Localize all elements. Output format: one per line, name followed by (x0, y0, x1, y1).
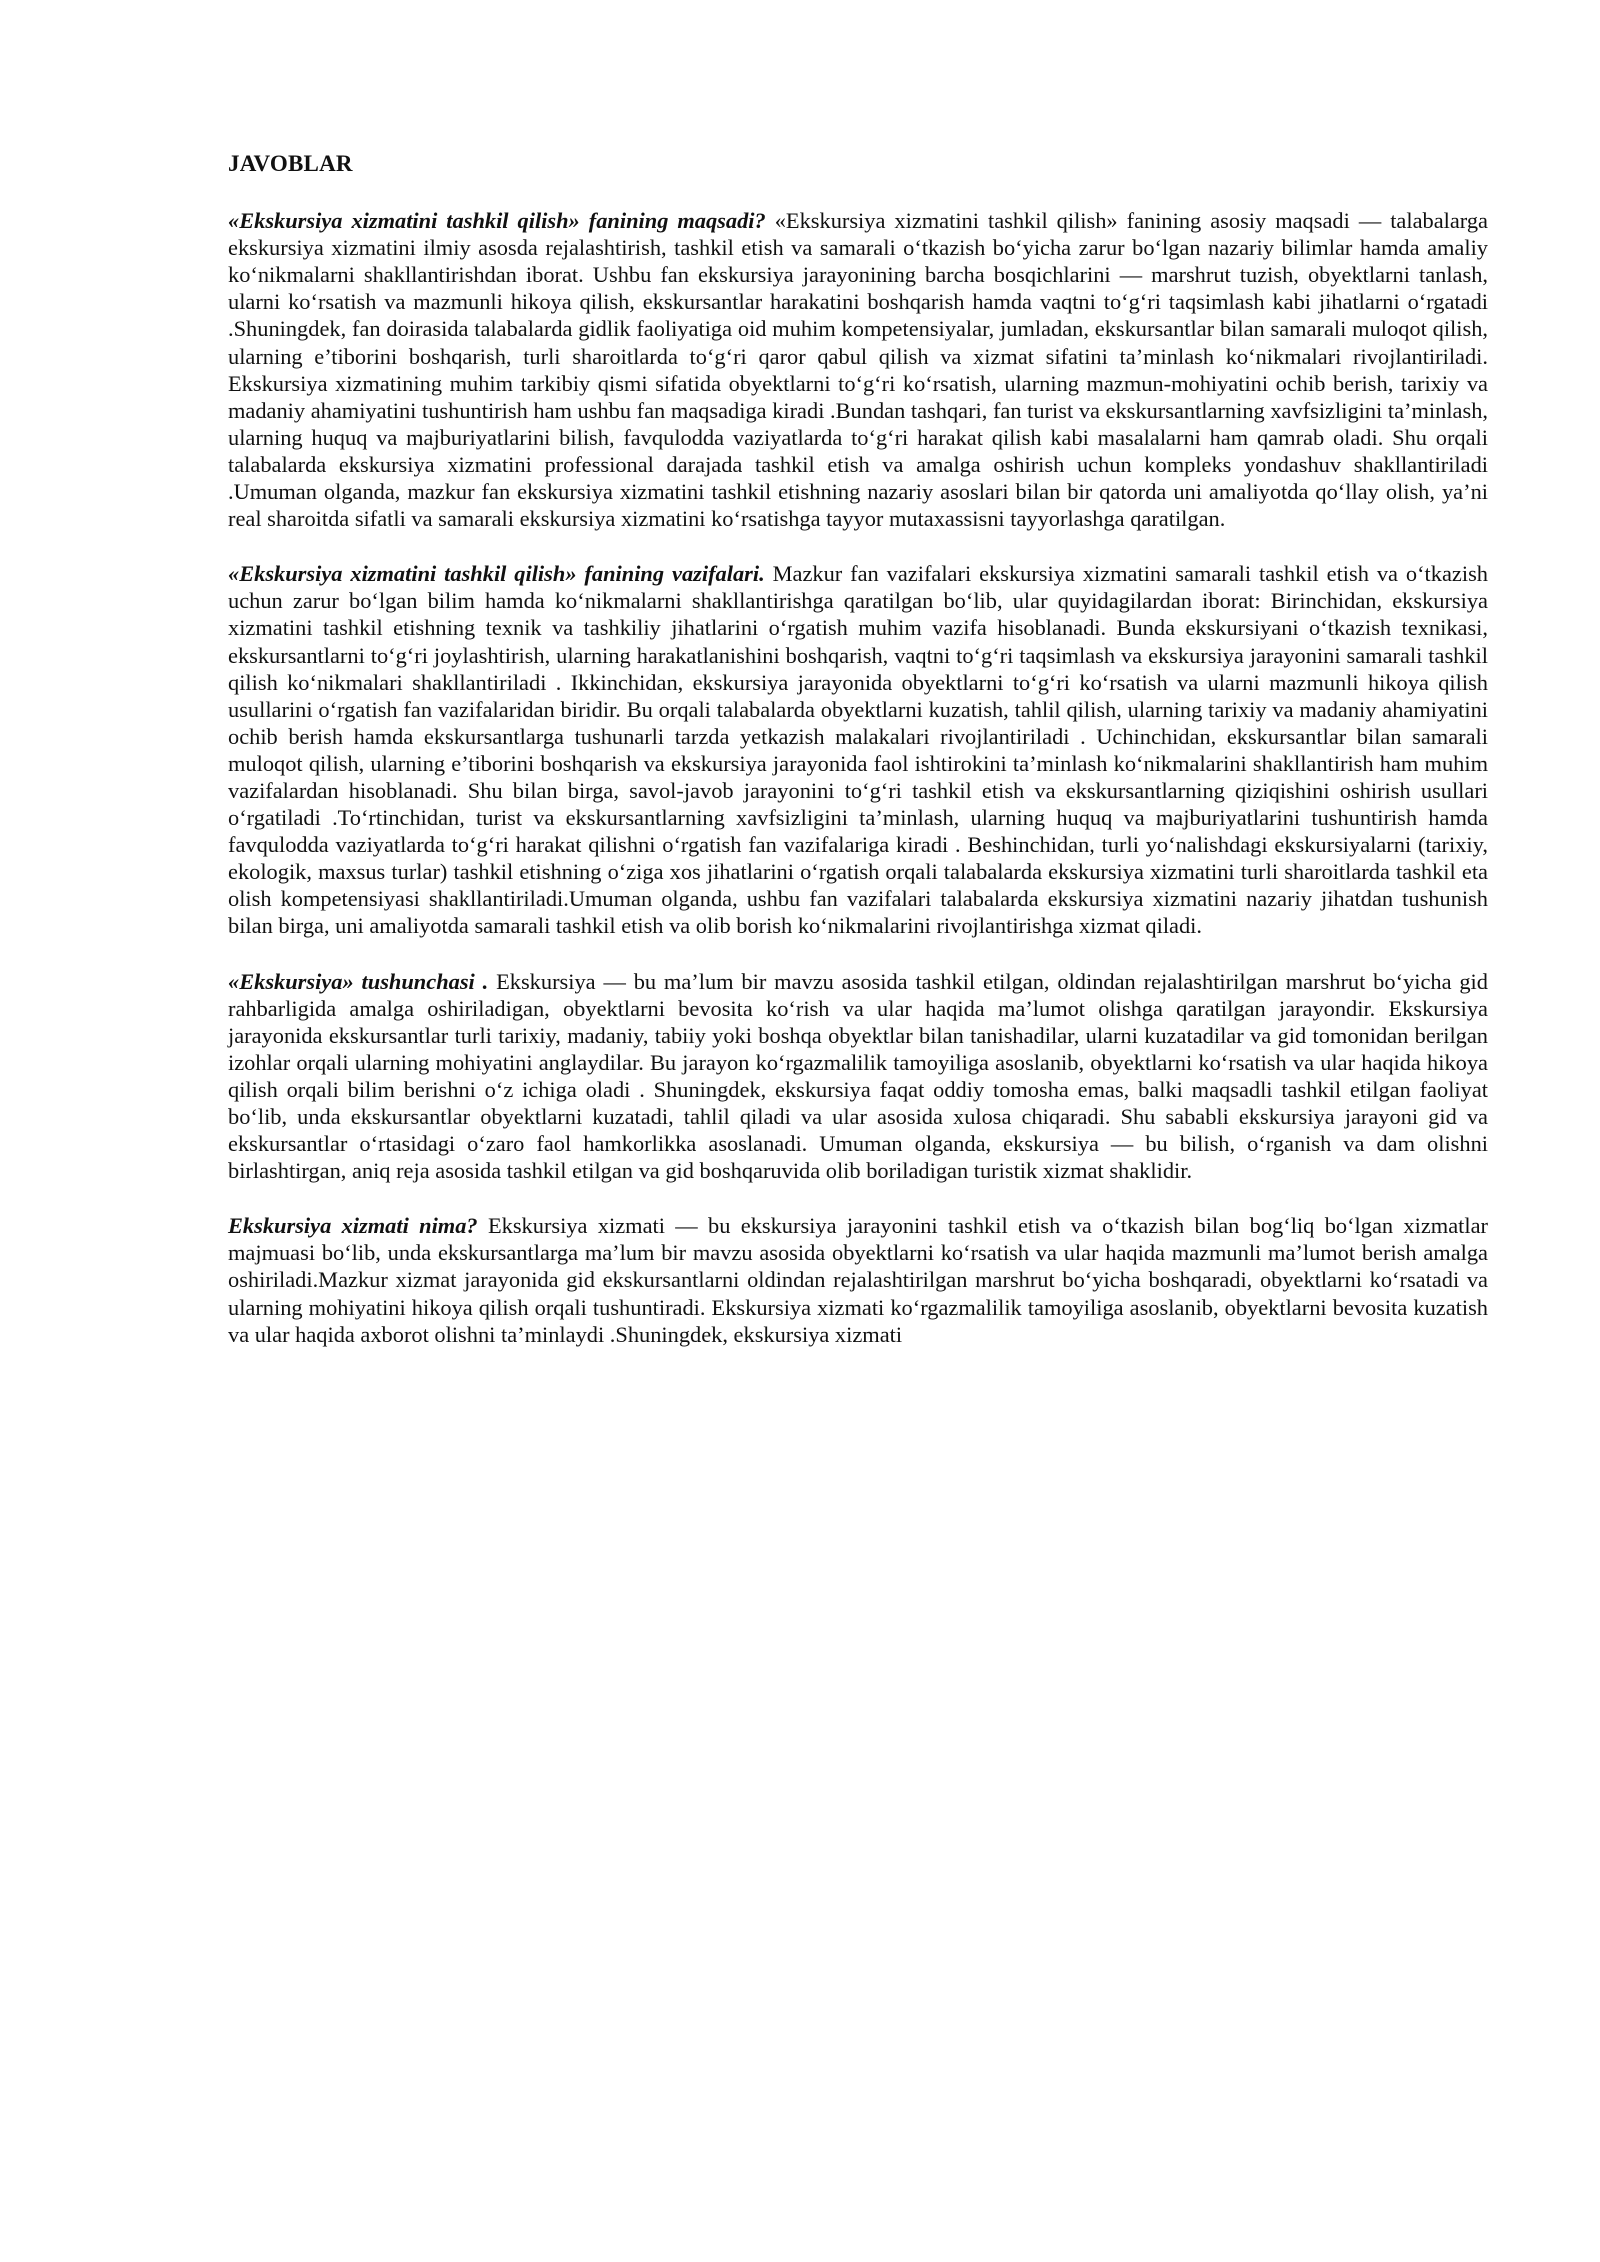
section-body: Ekskursiya — bu ma’lum bir mavzu asosida tashkil etilgan, oldindan rejalashtirilgan marshrut bo‘yicha gid rahbarligida amalga oshiriladigan, obyektlarni bevosita ko‘rish va ular haqida ma’lumot olishga qaratilgan jarayondir. Ekskursiya jarayonida ekskursantlar turli tarixiy, madaniy, tabiiy yoki boshqa obyektlar bilan tanishadilar, ularni kuzatadilar va gid tomonidan berilgan izohlar orqali ularning mohiyatini anglaydilar. Bu jarayon ko‘rgazmalilik tamoyiliga asoslanib, obyektlarni ko‘rsatish va ular haqida hikoya qilish orqali bilim berishni o‘z ichiga oladi . Shuningdek, ekskursiya faqat oddiy tomosha emas, balki maqsadli tashkil etilgan faoliyat bo‘lib, unda ekskursantlar obyektlarni kuzatadi, tahlil qiladi va ular asosida xulosa chiqaradi. Shu sababli ekskursiya jarayoni gid va ekskursantlar o‘rtasidagi o‘zaro faol hamkorlikka asoslanadi. Umuman olganda, ekskursiya — bu bilish, o‘rganish va dam olishni birlashtirgan, aniq reja asosida tashkil etilgan va gid boshqaruvida olib boriladigan turistik xizmat shaklidir. (228, 968, 1488, 1184)
section-body: «Ekskursiya xizmatini tashkil qilish» fanining asosiy maqsadi — talabalarga ekskursiya xizmatini ilmiy asosda rejalashtirish, tashkil etish va samarali o‘tkazish bo‘yicha zarur bo‘lgan nazariy bilimlar hamda amaliy ko‘nikmalarni shakllantirishdan iborat. Ushbu fan ekskursiya jarayonining barcha bosqichlarini — marshrut tuzish, obyektlarni tanlash, ularni ko‘rsatish va mazmunli hikoya qilish, ekskursantlar harakatini boshqarish hamda vaqtni to‘g‘ri taqsimlash kabi jihatlarni o‘rgatadi .Shuningdek, fan doirasida talabalarda gidlik faoliyatiga oid muhim kompetensiyalar, jumladan, ekskursantlar bilan samarali muloqot qilish, ularning e’tiborini boshqarish, turli sharoitlarda to‘g‘ri qaror qabul qilish va xizmat sifatini ta’minlash ko‘nikmalari rivojlantiriladi. Ekskursiya xizmatining muhim tarkibiy qismi sifatida obyektlarni to‘g‘ri ko‘rsatish, ularning mazmun-mohiyatini ochib berish, tarixiy va madaniy ahamiyatini tushuntirish ham ushbu fan maqsadiga kiradi .Bundan tashqari, fan turist va ekskursantlarning xavfsizligini ta’minlash, ularning huquq va majburiyatlarini bilish, favqulodda vaziyatlarda to‘g‘ri harakat qilish kabi masalalarni ham qamrab oladi. Shu orqali talabalarda ekskursiya xizmatini professional darajada tashkil etish va amalga oshirish uchun kompleks yondashuv shakllantiriladi .Umuman olganda, mazkur fan ekskursiya xizmatini tashkil etishning nazariy asoslari bilan bir qatorda uni amaliyotda qo‘llay olish, ya’ni real sharoitda sifatli va samarali ekskursiya xizmatini ko‘rsatishga tayyor mutaxassisni tayyorlashga qaratilgan. (228, 208, 1488, 532)
section-ekskursiya-tushunchasi (228, 968, 1488, 1185)
section-vazifalari (228, 560, 1488, 939)
section-heading: «Ekskursiya xizmatini tashkil qilish» fanining maqsadi? (228, 208, 766, 234)
section-maqsadi (228, 207, 1488, 532)
section-body: Ekskursiya xizmati — bu ekskursiya jarayonini tashkil etish va o‘tkazish bilan bog‘liq bo‘lgan xizmatlar majmuasi bo‘lib, unda ekskursantlarga ma’lum bir mavzu asosida obyektlarni ko‘rsatish va ular haqida mazmunli ma’lumot berish amalga oshiriladi.Mazkur xizmat jarayonida gid ekskursantlarni oldindan rejalashtirilgan marshrut bo‘yicha boshqaradi, obyektlarni ko‘rsatadi va ularning mohiyatini hikoya qilish orqali tushuntiradi. Ekskursiya xizmati ko‘rgazmalilik tamoyiliga asoslanib, obyektlarni bevosita kuzatish va ular haqida axborot olishni ta’minlaydi .Shuningdek, ekskursiya xizmati (228, 1213, 1488, 1347)
section-ekskursiya-xizmati (228, 1212, 1488, 1347)
section-heading: Ekskursiya xizmati nima? (228, 1213, 478, 1239)
document-page (228, 150, 1488, 1376)
document-title: JAVOBLAR (228, 151, 353, 176)
section-heading: «Ekskursiya xizmatini tashkil qilish» fanining vazifalari. (228, 561, 765, 587)
section-heading: «Ekskursiya» tushunchasi . (228, 968, 489, 994)
section-body: Mazkur fan vazifalari ekskursiya xizmatini samarali tashkil etish va o‘tkazish uchun zarur bo‘lgan bilim hamda ko‘nikmalarni shakllantirishga qaratilgan bo‘lib, ular quyidagilardan iborat: Birinchidan, ekskursiya xizmatini tashkil etishning texnik va tashkiliy jihatlarini o‘rgatish muhim vazifa hisoblanadi. Bunda ekskursiyani o‘tkazish texnikasi, ekskursantlarni to‘g‘ri joylashtirish, ularning harakatlanishini boshqarish, vaqtni to‘g‘ri taqsimlash va ekskursiya jarayonini samarali tashkil qilish ko‘nikmalari shakllantiriladi . Ikkinchidan, ekskursiya jarayonida obyektlarni to‘g‘ri ko‘rsatish va ularni mazmunli hikoya qilish usullarini o‘rgatish fan vazifalaridan biridir. Bu orqali talabalarda obyektlarni kuzatish, tahlil qilish, ularning tarixiy va madaniy ahamiyatini ochib berish hamda ekskursantlarga tushunarli tarzda yetkazish malakalari rivojlantiriladi . Uchinchidan, ekskursantlar bilan samarali muloqot qilish, ularning e’tiborini boshqarish va ekskursiya jarayonida faol ishtirokini ta’minlash ko‘nikmalarini shakllantirish ham muhim vazifalardan hisoblanadi. Shu bilan birga, savol-javob jarayonini to‘g‘ri tashkil etish va ekskursantlarning qiziqishini oshirish usullari o‘rgatiladi .To‘rtinchidan, turist va ekskursantlarning xavfsizligini ta’minlash, ularning huquq va majburiyatlarini tushuntirish hamda favqulodda vaziyatlarda to‘g‘ri harakat qilishni o‘rgatish fan vazifalariga kiradi . Beshinchidan, turli yo‘nalishdagi ekskursiyalarni (tarixiy, ekologik, maxsus turlar) tashkil etishning o‘ziga xos jihatlarini o‘rgatish orqali talabalarda ekskursiya xizmatini turli sharoitlarda tashkil eta olish kompetensiyasi shakllantiriladi.Umuman olganda, ushbu fan vazifalari talabalarda ekskursiya xizmatini nazariy jihatdan tushunish bilan birga, uni amaliyotda samarali tashkil etish va olib borish ko‘nikmalarini rivojlantirishga xizmat qiladi. (228, 561, 1488, 939)
